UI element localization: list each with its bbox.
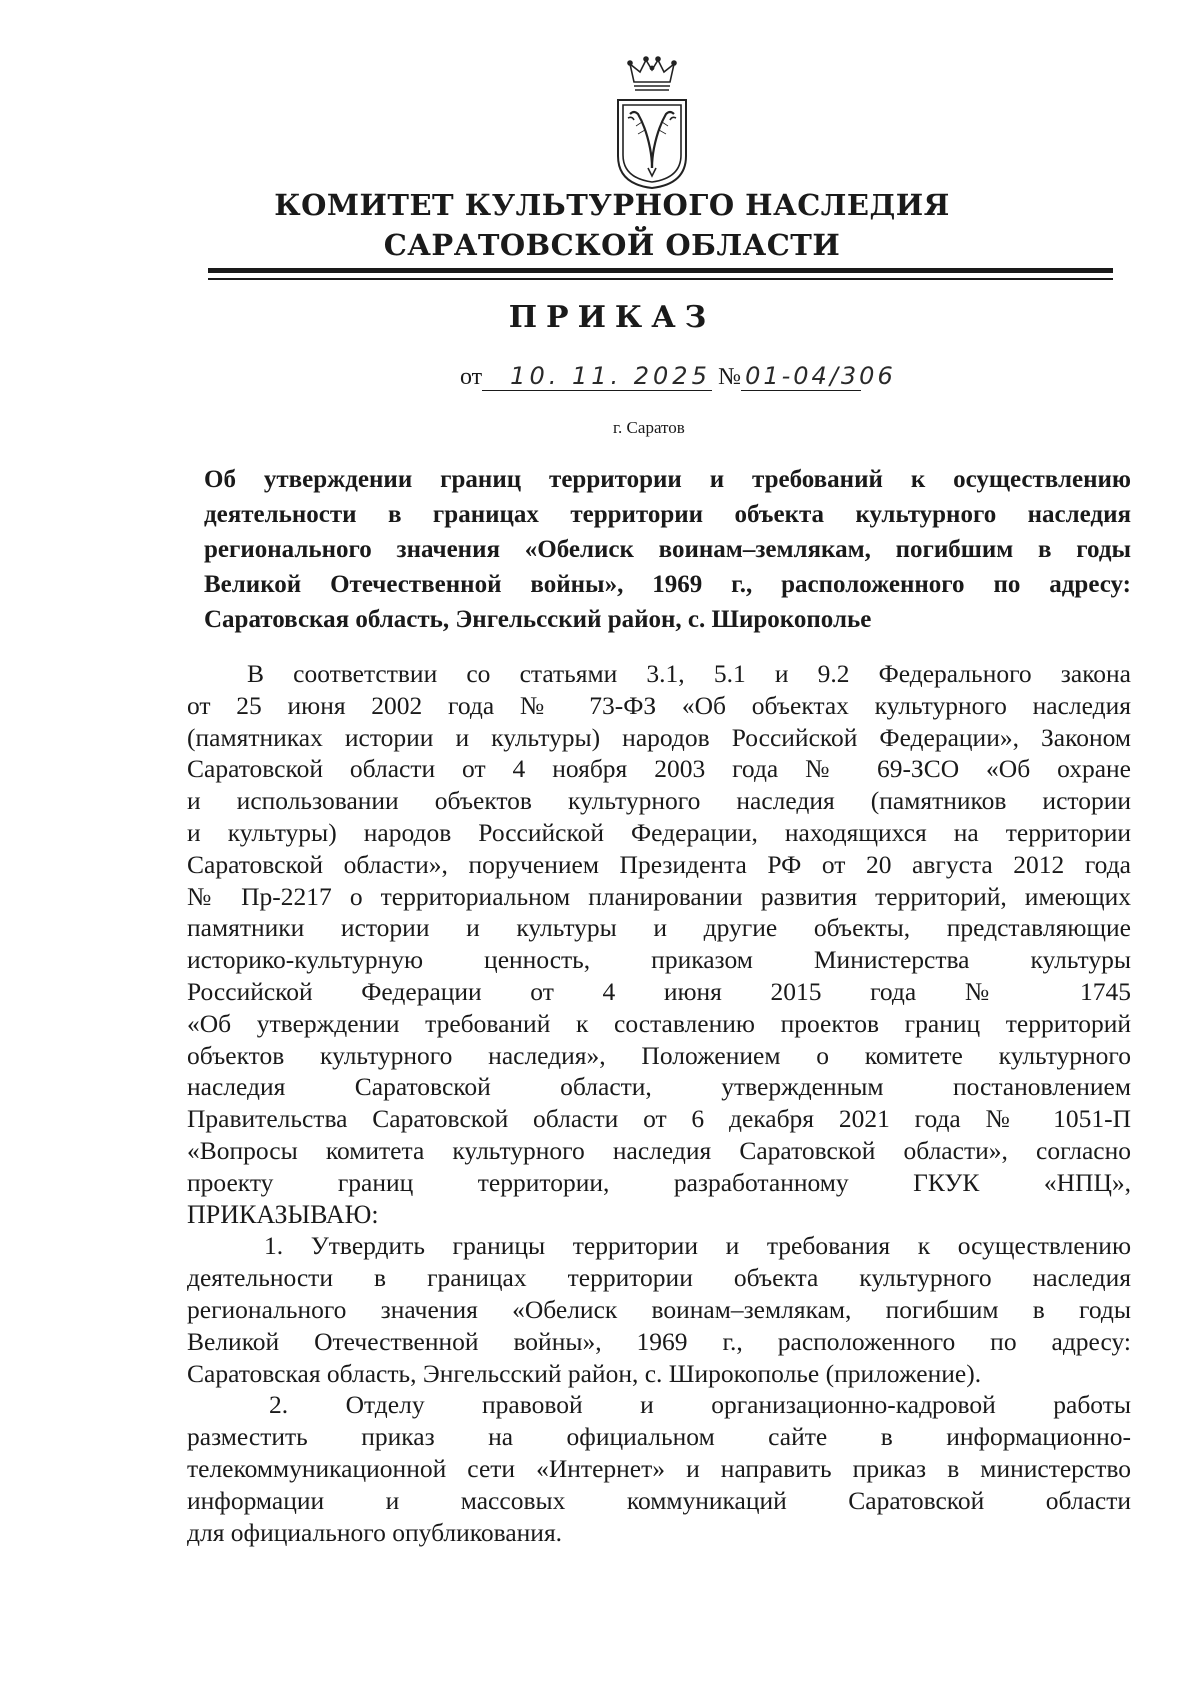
body-line: разместить приказ на официальном сайте в информационно- <box>187 1422 1131 1452</box>
order-body <box>187 658 1131 1548</box>
coat-of-arms-icon <box>612 56 692 190</box>
body-line: (памятниках истории и культуры) народов Российской Федерации», Законом <box>187 722 1131 752</box>
body-line: Великой Отечественной войны», 1969 г., расположенного по адресу: <box>187 1326 1131 1356</box>
body-line: В соответствии со статьями 3.1, 5.1 и 9.2 Федерального закона <box>247 659 1131 688</box>
body-line: и использовании объектов культурного наследия (памятников истории <box>187 786 1131 816</box>
body-line: Правительства Саратовской области от 6 декабря 2021 года № 1051-П <box>187 1104 1131 1134</box>
handwritten-date: 10. 11. 2025 <box>482 362 712 391</box>
command-word: ПРИКАЗЫВАЮ: <box>187 1199 379 1229</box>
body-line: от 25 июня 2002 года № 73-ФЗ «Об объектах культурного наследия <box>187 690 1131 720</box>
order-subject <box>204 462 1131 637</box>
body-line: Саратовской области», поручением Президента РФ от 20 августа 2012 года <box>187 849 1131 879</box>
document-type-title: ПРИКАЗ <box>508 300 716 335</box>
body-line: и культуры) народов Российской Федерации, находящихся на территории <box>187 817 1131 847</box>
body-line: телекоммуникационной сети «Интернет» и направить приказ в министерство <box>187 1453 1131 1483</box>
body-line: регионального значения «Обелиск воинам–землякам, погибшим в годы <box>187 1294 1131 1324</box>
subject-line: деятельности в границах территории объекта культурного наследия <box>204 501 1131 528</box>
date-prefix: от <box>460 364 483 390</box>
subject-line: регионального значения «Обелиск воинам–землякам, погибшим в годы <box>204 536 1131 563</box>
body-line: № Пр-2217 о территориальном планировании развития территорий, имеющих <box>187 881 1131 911</box>
subject-line: Великой Отечественной войны», 1969 г., расположенного по адресу: <box>204 571 1131 598</box>
number-prefix: № <box>718 364 742 390</box>
body-line: Российской Федерации от 4 июня 2015 года № 1745 <box>187 976 1131 1006</box>
city-name: г. Саратов <box>613 418 685 437</box>
body-line: информации и массовых коммуникаций Саратовской области <box>187 1485 1131 1515</box>
header-rule-thin <box>208 278 1113 280</box>
body-line: историко-культурную ценность, приказом Министерства культуры <box>187 945 1131 975</box>
body-line: памятники истории и культуры и другие объекты, представляющие <box>187 913 1131 943</box>
organization-name-line-1: КОМИТЕТ КУЛЬТУРНОГО НАСЛЕДИЯ <box>274 188 950 222</box>
body-line: Саратовская область, Энгельсский район, с. Широкополье (приложение). <box>187 1358 982 1388</box>
date-number-line <box>460 362 896 391</box>
body-line: Саратовской области от 4 ноября 2003 года № 69-ЗСО «Об охране <box>187 754 1131 784</box>
body-line: деятельности в границах территории объекта культурного наследия <box>187 1263 1131 1293</box>
body-line: «Вопросы комитета культурного наследия Саратовской области», согласно <box>187 1135 1131 1165</box>
subject-line: Об утверждении границ территории и требований к осуществлению <box>204 466 1131 493</box>
organization-name-line-2: САРАТОВСКОЙ ОБЛАСТИ <box>383 228 841 262</box>
subject-line: Саратовская область, Энгельсский район, с. Широкополье <box>204 606 872 633</box>
body-line: 2. Отделу правовой и организационно-кадровой работы <box>269 1390 1131 1420</box>
body-line: 1. Утвердить границы территории и требования к осуществлению <box>264 1231 1131 1261</box>
header-rule-thick <box>208 268 1113 273</box>
body-line: «Об утверждении требований к составлению проектов границ территорий <box>187 1008 1131 1038</box>
body-line: для официального опубликования. <box>187 1517 563 1547</box>
handwritten-number: 01-04/306 <box>741 362 861 391</box>
body-line: наследия Саратовской области, утвержденным постановлением <box>187 1072 1131 1102</box>
body-line: проекту границ территории, разработанному ГКУК «НПЦ», <box>187 1167 1131 1197</box>
body-line: объектов культурного наследия», Положением о комитете культурного <box>187 1040 1131 1070</box>
